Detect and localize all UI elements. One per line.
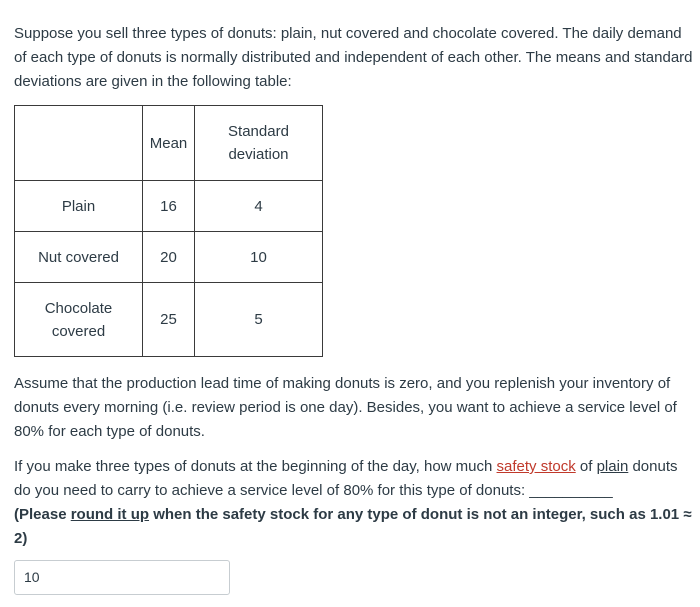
row-sd: 4 [195,181,323,232]
table-row [15,232,323,283]
table-row [15,283,323,357]
plain-term: plain [596,458,629,475]
row-mean: 16 [143,181,195,232]
table-header-row [15,106,323,181]
intro-paragraph: Suppose you sell three types of donuts: plain, nut covered and chocolate covered. The daily demand of each type of donuts is normally distributed and independent of each other. The means and standard deviations are given in the following table: [14,25,693,90]
assumption-paragraph: Assume that the production lead time of making donuts is zero, and you replenish your inventory of donuts every morning (i.e. review period is one day). Besides, you want to achieve a service level of 80% for each type of donuts. [14,375,677,440]
question-paragraph [14,455,698,551]
question-text: of [575,458,597,475]
table-header-sd: Standard deviation [195,106,323,181]
rounding-note [14,506,692,547]
table-row [15,181,323,232]
question-text: If you make three types of donuts at the beginning of the day, how much [14,458,497,475]
row-label: Chocolate covered [15,283,143,357]
donut-demand-table [14,105,323,357]
note-text: (Please [14,506,71,523]
answer-input[interactable]: 10 [14,560,230,595]
row-sd: 5 [195,283,323,357]
row-mean: 20 [143,232,195,283]
table-header-cell [15,106,143,181]
row-label: Nut covered [15,232,143,283]
question-text: donuts do you need to carry to achieve a service level of 80% for this type of donuts: __________ [14,458,678,499]
round-it-up-term: round it up [70,506,150,523]
note-text: when the safety stock for any type of donut is not an integer, such as 1.01 ≈ 2) [14,506,692,547]
row-mean: 25 [143,283,195,357]
row-sd: 10 [195,232,323,283]
table-header-mean: Mean [143,106,195,181]
safety-stock-term: safety stock [496,458,576,475]
row-label: Plain [15,181,143,232]
